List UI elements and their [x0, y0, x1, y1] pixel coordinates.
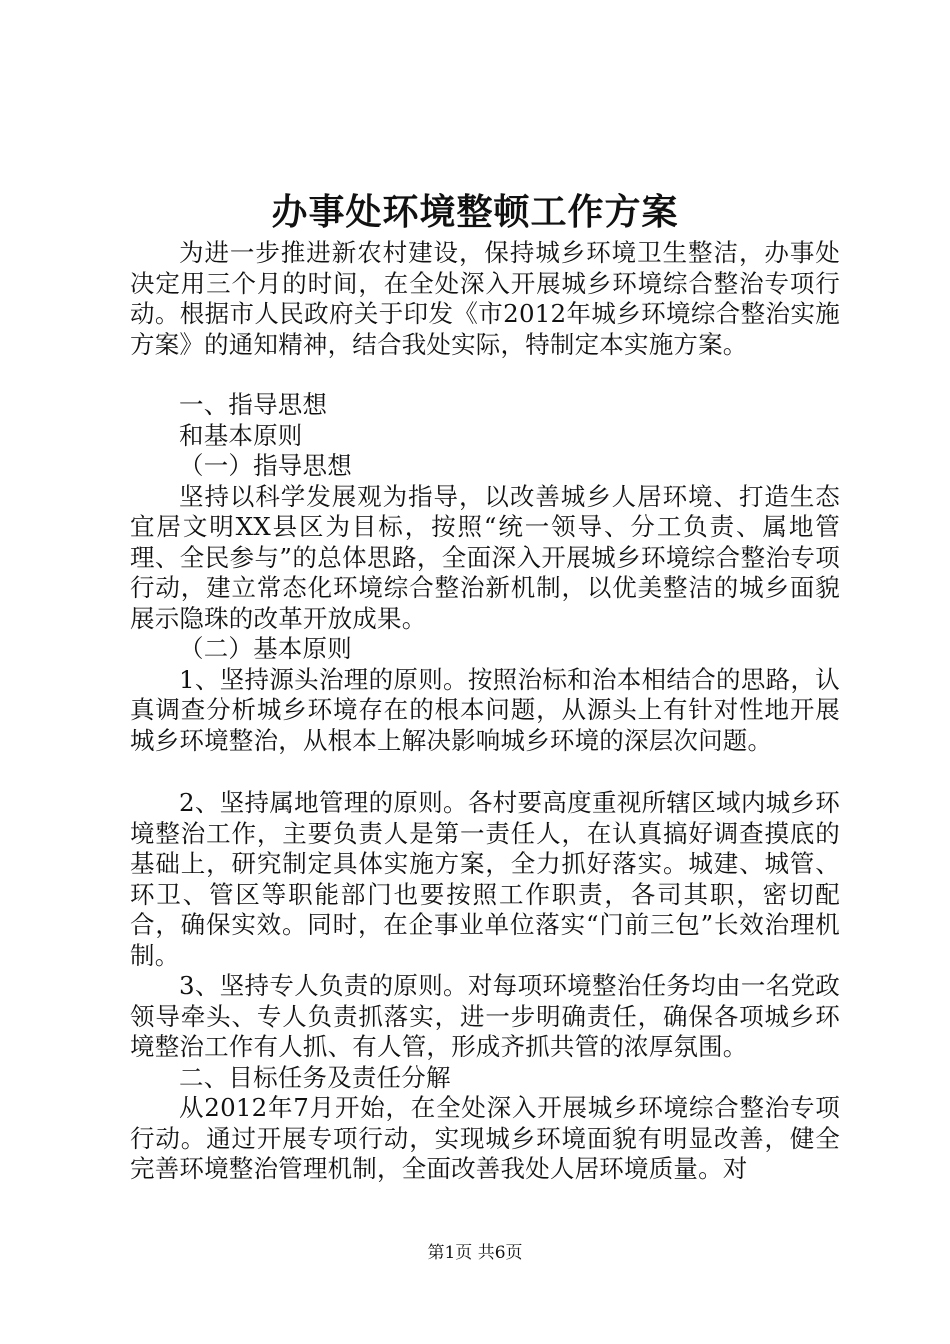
principle-3-paragraph: 3、坚持专人负责的原则。对每项环境整治任务均由一名党政领导牵头、专人负责抓落实，进一步明确责任，确保各项城乡环境整治工作有人抓、有人管，形成齐抓共管的浓厚氛围。 — [130, 971, 840, 1061]
principle-1-paragraph: 1、坚持源头治理的原则。按照治标和治本相结合的思路，认真调查分析城乡环境存在的根本问题，从源头上有针对性地开展城乡环境整治，从根本上解决影响城乡环境的深层次问题。 — [130, 664, 840, 755]
principle-2-paragraph: 2、坚持属地管理的原则。各村要高度重视所辖区域内城乡环境整治工作，主要负责人是第一责任人，在认真搞好调查摸底的基础上，研究制定具体实施方案，全力抓好落实。城建、城管、环卫、管区等职能部门也要按照工作职责，各司其职，密切配合，确保实效。同时，在企事业单位落实“门前三包”长效治理机制。 — [130, 788, 840, 970]
document-body — [130, 238, 840, 1185]
section-heading-1-continued: 和基本原则 — [179, 420, 303, 450]
guiding-thought-paragraph: 坚持以科学发展观为指导，以改善城乡人居环境、打造生态宜居文明XX县区为目标，按照“统一领导、分工负责、属地管理、全民参与”的总体思路，全面深入开展城乡环境综合整治专项行动，建立常态化环境综合整治新机制，以优美整洁的城乡面貌展示隐珠的改革开放成果。 — [130, 481, 840, 633]
subsection-heading-1: （一）指导思想 — [179, 451, 352, 480]
subsection-heading-2: （二）基本原则 — [179, 634, 352, 663]
intro-paragraph: 为进一步推进新农村建设，保持城乡环境卫生整洁，办事处决定用三个月的时间，在全处深入开展城乡环境综合整治专项行动。根据市人民政府关于印发《市2012年城乡环境综合整治实施方案》的通知精神，结合我处实际，特制定本实施方案。 — [130, 238, 840, 359]
document-title: 办事处环境整顿工作方案 — [271, 191, 679, 233]
targets-paragraph: 从2012年7月开始，在全处深入开展城乡环境综合整治专项行动。通过开展专项行动，实现城乡环境面貌有明显改善，健全完善环境整治管理机制，全面改善我处人居环境质量。对 — [130, 1093, 840, 1183]
section-heading-2: 二、目标任务及责任分解 — [179, 1062, 451, 1092]
page-footer: 第1页 共6页 — [427, 1243, 523, 1263]
section-heading-1: 一、指导思想 — [179, 390, 328, 419]
